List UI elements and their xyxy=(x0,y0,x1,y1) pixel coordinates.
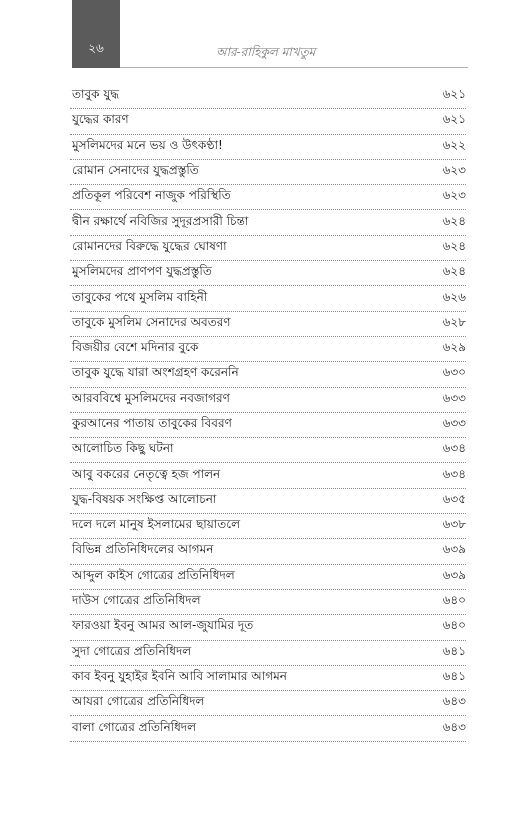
toc-entry-title: আলোচিত কিছু ঘটনা xyxy=(72,441,174,456)
toc-row xyxy=(70,388,466,413)
toc-row xyxy=(70,615,466,640)
toc-entry-title: রোমানদের বিরুদ্ধে যুদ্ধের ঘোষণা xyxy=(72,238,227,253)
page-number-tab xyxy=(72,0,120,68)
toc-row xyxy=(70,590,466,615)
table-of-contents xyxy=(70,84,466,742)
book-title: আর-রাহিকুল মাখতুম xyxy=(216,45,316,59)
toc-row xyxy=(70,716,466,741)
toc-entry-page: ৬৩৩ xyxy=(442,390,466,405)
toc-entry-page: ৬২৯ xyxy=(442,340,466,355)
toc-entry-title: তাবুক যুদ্ধে যারা অংশগ্রহণ করেননি xyxy=(72,365,239,380)
toc-row xyxy=(70,438,466,463)
toc-entry-title: বিজয়ীর বেশে মদিনার বুকে xyxy=(72,340,199,355)
page-number: ২৬ xyxy=(88,41,104,55)
toc-entry-title: রোমান সেনাদের যুদ্ধপ্রস্তুতি xyxy=(72,163,199,178)
toc-row xyxy=(70,362,466,387)
toc-entry-page: ৬৪১ xyxy=(442,668,466,683)
toc-entry-title: যুদ্ধ-বিষয়ক সংক্ষিপ্ত আলোচনা xyxy=(72,491,217,506)
toc-row xyxy=(70,489,466,514)
toc-entry-title: সুদা গোত্রের প্রতিনিধিদল xyxy=(72,643,192,658)
toc-entry-page: ৬২১ xyxy=(442,112,466,127)
toc-entry-page: ৬২৩ xyxy=(442,188,466,203)
toc-row xyxy=(70,185,466,210)
toc-row xyxy=(70,109,466,134)
toc-entry-title: দাউস গোত্রের প্রতিনিধিদল xyxy=(72,593,201,608)
toc-entry-page: ৬৪১ xyxy=(442,643,466,658)
toc-entry-page: ৬৩৮ xyxy=(442,517,466,532)
toc-entry-page: ৬৪৩ xyxy=(442,694,466,709)
toc-row xyxy=(70,691,466,716)
toc-row xyxy=(70,539,466,564)
toc-entry-title: দ্বীন রক্ষার্থে নবিজির সুদূরপ্রসারী চিন্তা xyxy=(72,213,249,228)
toc-entry-title: প্রতিকূল পরিবেশ নাজুক পরিস্থিতি xyxy=(72,188,231,203)
toc-row xyxy=(70,641,466,666)
toc-entry-title: দলে দলে মানুষ ইসলামের ছায়াতলে xyxy=(72,517,241,532)
toc-row xyxy=(70,413,466,438)
toc-entry-title: কাব ইবনু যুহাইর ইবনি আবি সালামার আগমন xyxy=(72,668,287,683)
toc-entry-title: যুদ্ধের কারণ xyxy=(72,112,129,127)
toc-row xyxy=(70,514,466,539)
header-rule xyxy=(120,67,468,68)
toc-row xyxy=(70,261,466,286)
toc-row xyxy=(70,236,466,261)
toc-entry-title: ফারওয়া ইবনু আমর আল-জুযামির দূত xyxy=(72,618,254,633)
toc-entry-page: ৬৩৫ xyxy=(442,491,466,506)
toc-entry-title: আযরা গোত্রের প্রতিনিধিদল xyxy=(72,694,205,709)
toc-entry-title: বিভিন্ন প্রতিনিধিদলের আগমন xyxy=(72,542,214,557)
toc-entry-title: তাবুক যুদ্ধ xyxy=(72,87,120,102)
toc-entry-page: ৬৩৯ xyxy=(442,567,466,582)
toc-row xyxy=(70,565,466,590)
toc-row xyxy=(70,312,466,337)
toc-entry-page: ৬২৮ xyxy=(442,314,466,329)
toc-entry-title: মুসলিমদের মনে ভয় ও উৎকণ্ঠা! xyxy=(72,137,223,152)
toc-entry-page: ৬২৪ xyxy=(442,213,466,228)
toc-entry-page: ৬৪৩ xyxy=(442,719,466,734)
toc-entry-page: ৬৩৪ xyxy=(442,441,466,456)
toc-entry-page: ৬২১ xyxy=(442,87,466,102)
toc-entry-title: আব্দুল কাইস গোত্রের প্রতিনিধিদল xyxy=(72,567,235,582)
toc-entry-page: ৬৩০ xyxy=(442,365,466,380)
toc-row xyxy=(70,337,466,362)
toc-entry-page: ৬২২ xyxy=(442,137,466,152)
toc-entry-page: ৬৩৯ xyxy=(442,542,466,557)
toc-entry-title: তাবুকে মুসলিম সেনাদের অবতরণ xyxy=(72,314,231,329)
toc-row xyxy=(70,666,466,691)
toc-entry-title: বালা গোত্রের প্রতিনিধিদল xyxy=(72,719,197,734)
toc-entry-page: ৬৩৩ xyxy=(442,416,466,430)
toc-entry-page: ৬৩৪ xyxy=(442,466,466,481)
toc-entry-title: আরববিশ্বে মুসলিমদের নবজাগরণ xyxy=(72,390,230,405)
toc-row xyxy=(70,463,466,488)
toc-entry-page: ৬২৬ xyxy=(442,289,466,304)
toc-row xyxy=(70,286,466,311)
toc-entry-page: ৬৪০ xyxy=(442,593,466,608)
toc-entry-title: কুরআনের পাতায় তাবুকের বিবরণ xyxy=(72,416,232,430)
toc-entry-page: ৬২৪ xyxy=(442,238,466,253)
toc-row xyxy=(70,84,466,109)
toc-row xyxy=(70,160,466,185)
toc-row xyxy=(70,210,466,235)
toc-entry-page: ৬২৪ xyxy=(442,264,466,279)
toc-entry-page: ৬২৩ xyxy=(442,163,466,178)
toc-entry-title: তাবুকের পথে মুসলিম বাহিনী xyxy=(72,289,208,304)
toc-entry-title: মুসলিমদের প্রাণপণ যুদ্ধপ্রস্তুতি xyxy=(72,264,212,279)
toc-row xyxy=(70,135,466,160)
toc-entry-page: ৬৪০ xyxy=(442,618,466,633)
toc-entry-title: আবু বকরের নেতৃত্বে হজ পালন xyxy=(72,466,221,481)
